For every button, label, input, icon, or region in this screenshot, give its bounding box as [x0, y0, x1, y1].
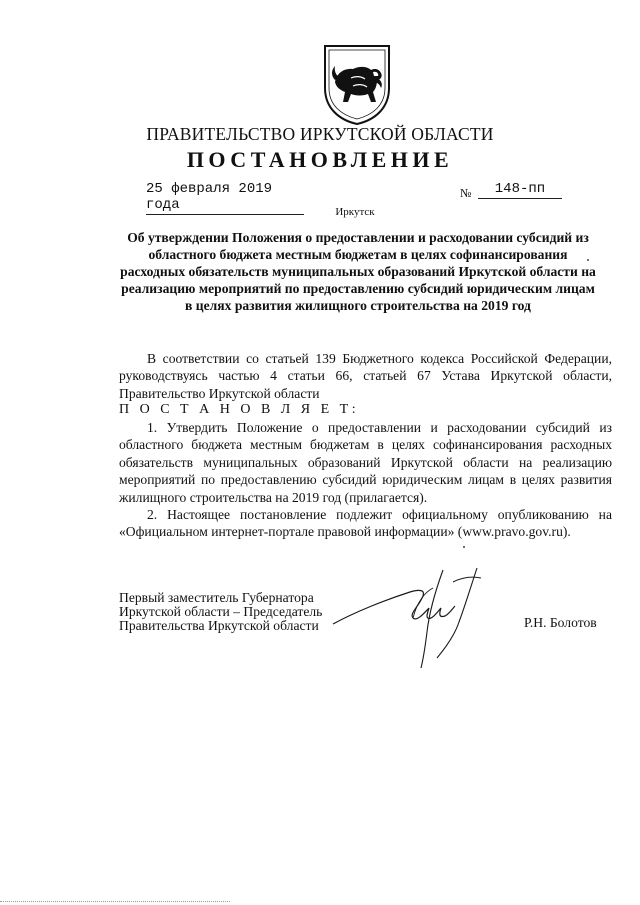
document-date: 25 февраля 2019 года	[146, 181, 304, 215]
preamble-paragraph: В соответствии со статьей 139 Бюджетного кодекса Российской Федерации, руководствуясь частью 4 статьи 66, статьей 67 Устава Иркутской области, Правительство Иркутской области	[119, 351, 612, 401]
resolves-heading: П О С Т А Н О В Л Я Е Т:	[119, 402, 360, 417]
signatory-name: Р.Н. Болотов	[524, 615, 597, 630]
document-number: 148-пп	[478, 181, 562, 199]
scan-speck	[587, 259, 589, 261]
item-1-paragraph: 1. Утвердить Положение о предоставлении и расходовании субсидий из областного бюджета местным бюджетам в целях софинансирования расходных обязательств муниципальных образований Иркутской области на реализацию мероприятий по предоставлению субсидий юридическим лицам в целях развития жилищного строительства на 2019 год (прилагается).	[119, 420, 612, 505]
document-title: Об утверждении Положения о предоставлении и расходовании субсидий из областного бюджета местным бюджетам в целях софинансирования расходных обязательств муниципальных образований Иркутской области на реализацию мероприятий по предоставлению субсидий юридическим лицам в целях развития жилищного строительства на 2019 год	[120, 230, 596, 314]
footer-divider	[0, 901, 230, 902]
scan-speck	[463, 546, 465, 548]
position-line-2: Иркутской области – Председатель	[119, 604, 323, 619]
item-2-paragraph: 2. Настоящее постановление подлежит официальному опубликованию на «Официальном интернет-портале правовой информации» (www.pravo.gov.ru).	[119, 507, 612, 540]
number-sign: №	[460, 186, 472, 200]
signatory-position	[119, 591, 322, 633]
document-city: Иркутск	[335, 206, 375, 218]
position-line-1: Первый заместитель Губернатора	[119, 590, 314, 605]
document-type-heading: ПОСТАНОВЛЕНИЕ	[186, 147, 454, 172]
coat-of-arms-emblem	[321, 42, 393, 126]
government-name: ПРАВИТЕЛЬСТВО ИРКУТСКОЙ ОБЛАСТИ	[146, 124, 494, 144]
handwritten-signature	[325, 562, 495, 672]
position-line-3: Правительства Иркутской области	[119, 618, 319, 633]
